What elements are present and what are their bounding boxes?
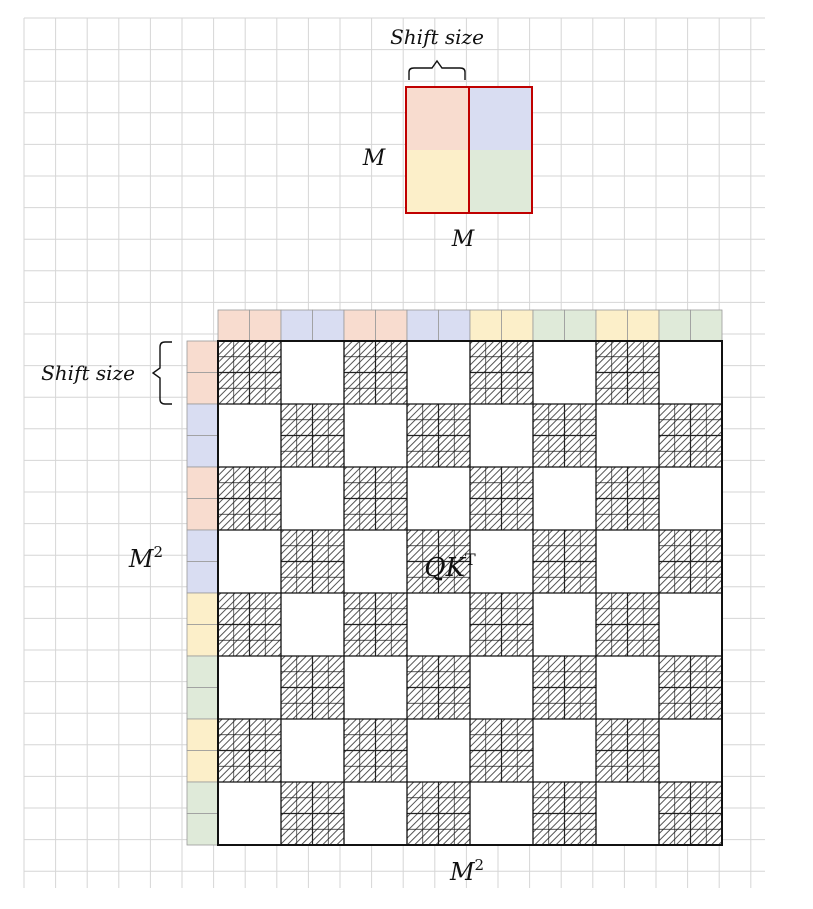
open-block — [344, 530, 407, 593]
shift-size-left-brace — [153, 342, 172, 404]
window-bottom-label: M — [451, 227, 475, 252]
open-block — [218, 782, 281, 845]
left-token-green — [187, 782, 218, 814]
matrix-center-base: QK — [424, 553, 466, 583]
matrix-bottom-base: M — [449, 858, 475, 886]
open-block — [281, 719, 344, 782]
shift-size-top-brace — [409, 61, 465, 80]
open-block — [470, 782, 533, 845]
open-block — [344, 404, 407, 467]
top-token-yellow — [470, 310, 502, 341]
top-token-green — [659, 310, 691, 341]
top-token-blue — [439, 310, 471, 341]
left-token-blue — [187, 404, 218, 436]
left-token-pink — [187, 467, 218, 499]
shift-size-left-label: Shift size — [41, 361, 135, 385]
matrix-left-exponent: 2 — [153, 543, 163, 561]
open-block — [533, 467, 596, 530]
qkt-matrix — [218, 341, 722, 845]
open-block — [218, 404, 281, 467]
top-token-blue — [313, 310, 345, 341]
open-block — [281, 593, 344, 656]
top-token-blue — [407, 310, 439, 341]
matrix-bottom-label — [449, 856, 484, 886]
top-token-yellow — [502, 310, 534, 341]
top-token-pink — [344, 310, 376, 341]
open-block — [470, 530, 533, 593]
open-block — [407, 719, 470, 782]
open-block — [281, 341, 344, 404]
open-block — [659, 341, 722, 404]
left-token-strip — [187, 341, 218, 845]
open-block — [596, 656, 659, 719]
left-token-blue — [187, 562, 218, 594]
window-quadrant-yellow — [406, 150, 469, 213]
open-block — [596, 404, 659, 467]
top-token-green — [533, 310, 565, 341]
left-token-blue — [187, 530, 218, 562]
open-block — [533, 593, 596, 656]
open-block — [281, 467, 344, 530]
matrix-left-label — [128, 543, 163, 573]
left-token-yellow — [187, 751, 218, 783]
open-block — [470, 404, 533, 467]
open-block — [344, 656, 407, 719]
left-token-yellow — [187, 625, 218, 657]
left-token-yellow — [187, 719, 218, 751]
left-token-yellow — [187, 593, 218, 625]
window-quadrant-pink — [406, 87, 469, 150]
left-token-green — [187, 656, 218, 688]
open-block — [470, 656, 533, 719]
left-token-green — [187, 688, 218, 720]
open-block — [407, 341, 470, 404]
open-block — [533, 341, 596, 404]
shift-size-top-label: Shift size — [390, 25, 484, 49]
window-left-label: M — [362, 146, 386, 171]
open-block — [533, 719, 596, 782]
open-block — [344, 782, 407, 845]
top-token-strip — [218, 310, 722, 341]
top-token-pink — [250, 310, 282, 341]
matrix-bottom-exponent: 2 — [474, 856, 485, 874]
top-token-green — [565, 310, 597, 341]
matrix-center-exponent: T — [465, 550, 476, 569]
left-token-blue — [187, 436, 218, 468]
top-token-yellow — [628, 310, 660, 341]
top-token-green — [691, 310, 723, 341]
open-block — [659, 467, 722, 530]
open-block — [596, 530, 659, 593]
left-token-pink — [187, 341, 218, 373]
open-block — [218, 530, 281, 593]
window-partition — [406, 87, 532, 213]
matrix-left-base: M — [128, 545, 154, 573]
open-block — [218, 656, 281, 719]
window-quadrant-blue — [469, 87, 532, 150]
left-token-pink — [187, 373, 218, 405]
top-token-pink — [376, 310, 408, 341]
open-block — [407, 467, 470, 530]
open-block — [407, 593, 470, 656]
left-token-pink — [187, 499, 218, 531]
open-block — [659, 719, 722, 782]
top-token-blue — [281, 310, 313, 341]
window-quadrant-green — [469, 150, 532, 213]
open-block — [659, 593, 722, 656]
left-token-green — [187, 814, 218, 846]
open-block — [596, 782, 659, 845]
top-token-pink — [218, 310, 250, 341]
top-token-yellow — [596, 310, 628, 341]
